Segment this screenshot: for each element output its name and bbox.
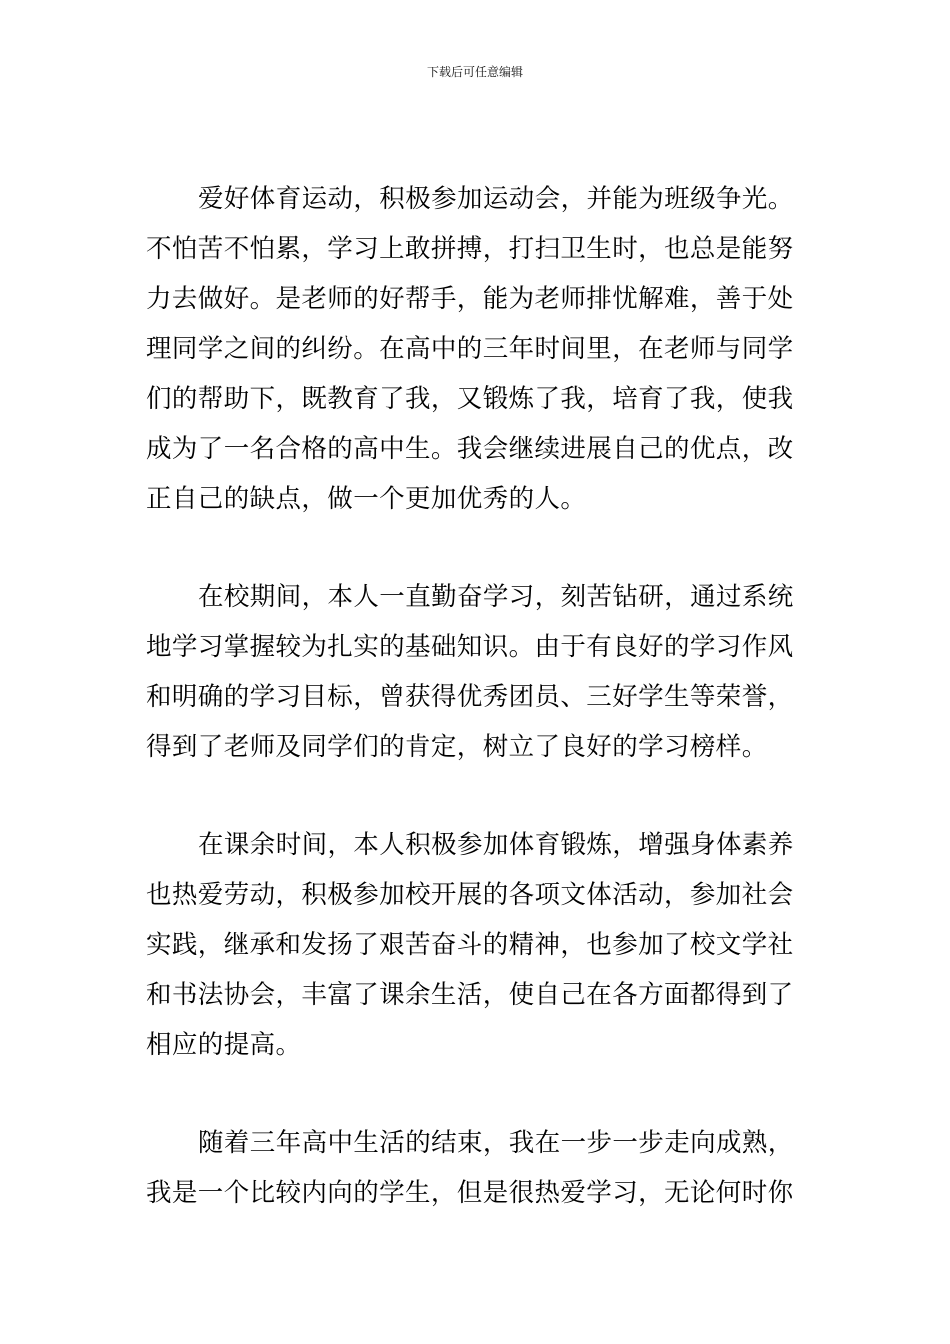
paragraph-2 <box>146 572 808 772</box>
paragraph-line: 相应的提高。 <box>146 1030 302 1060</box>
paragraph-line: 得到了老师及同学们的肯定，树立了良好的学习榜样。 <box>146 732 768 762</box>
paragraph-line: 理同学之间的纠纷。在高中的三年时间里，在老师与同学 <box>146 334 794 364</box>
paragraph-line: 和书法协会，丰富了课余生活，使自己在各方面都得到了 <box>146 980 794 1010</box>
paragraph-1 <box>146 174 808 524</box>
paragraph-line: 爱好体育运动，积极参加运动会，并能为班级争光。 <box>198 184 794 214</box>
paragraph-4 <box>146 1118 808 1218</box>
paragraph-line: 实践，继承和发扬了艰苦奋斗的精神，也参加了校文学社 <box>146 930 794 960</box>
paragraph-3 <box>146 820 808 1070</box>
paragraph-line: 随着三年高中生活的结束，我在一步一步走向成熟， <box>198 1128 794 1158</box>
paragraph-line: 和明确的学习目标，曾获得优秀团员、三好学生等荣誉， <box>146 682 794 712</box>
paragraph-line: 们的帮助下，既教育了我，又锻炼了我，培育了我，使我 <box>146 384 794 414</box>
paragraph-line: 不怕苦不怕累，学习上敢拼搏，打扫卫生时，也总是能努 <box>146 234 794 264</box>
paragraph-line: 正自己的缺点，做一个更加优秀的人。 <box>146 484 587 514</box>
document-body <box>146 174 808 1266</box>
paragraph-line: 也热爱劳动，积极参加校开展的各项文体活动，参加社会 <box>146 880 794 910</box>
paragraph-line: 力去做好。是老师的好帮手，能为老师排忧解难，善于处 <box>146 284 794 314</box>
paragraph-line: 地学习掌握较为扎实的基础知识。由于有良好的学习作风 <box>146 632 794 662</box>
paragraph-line: 成为了一名合格的高中生。我会继续进展自己的优点，改 <box>146 434 794 464</box>
paragraph-line: 在课余时间，本人积极参加体育锻炼，增强身体素养 <box>198 830 794 860</box>
paragraph-line: 在校期间，本人一直勤奋学习，刻苦钻研，通过系统 <box>198 582 794 612</box>
paragraph-line: 我是一个比较内向的学生，但是很热爱学习，无论何时你 <box>146 1178 794 1208</box>
page-header: 下载后可任意编辑 <box>426 65 523 79</box>
